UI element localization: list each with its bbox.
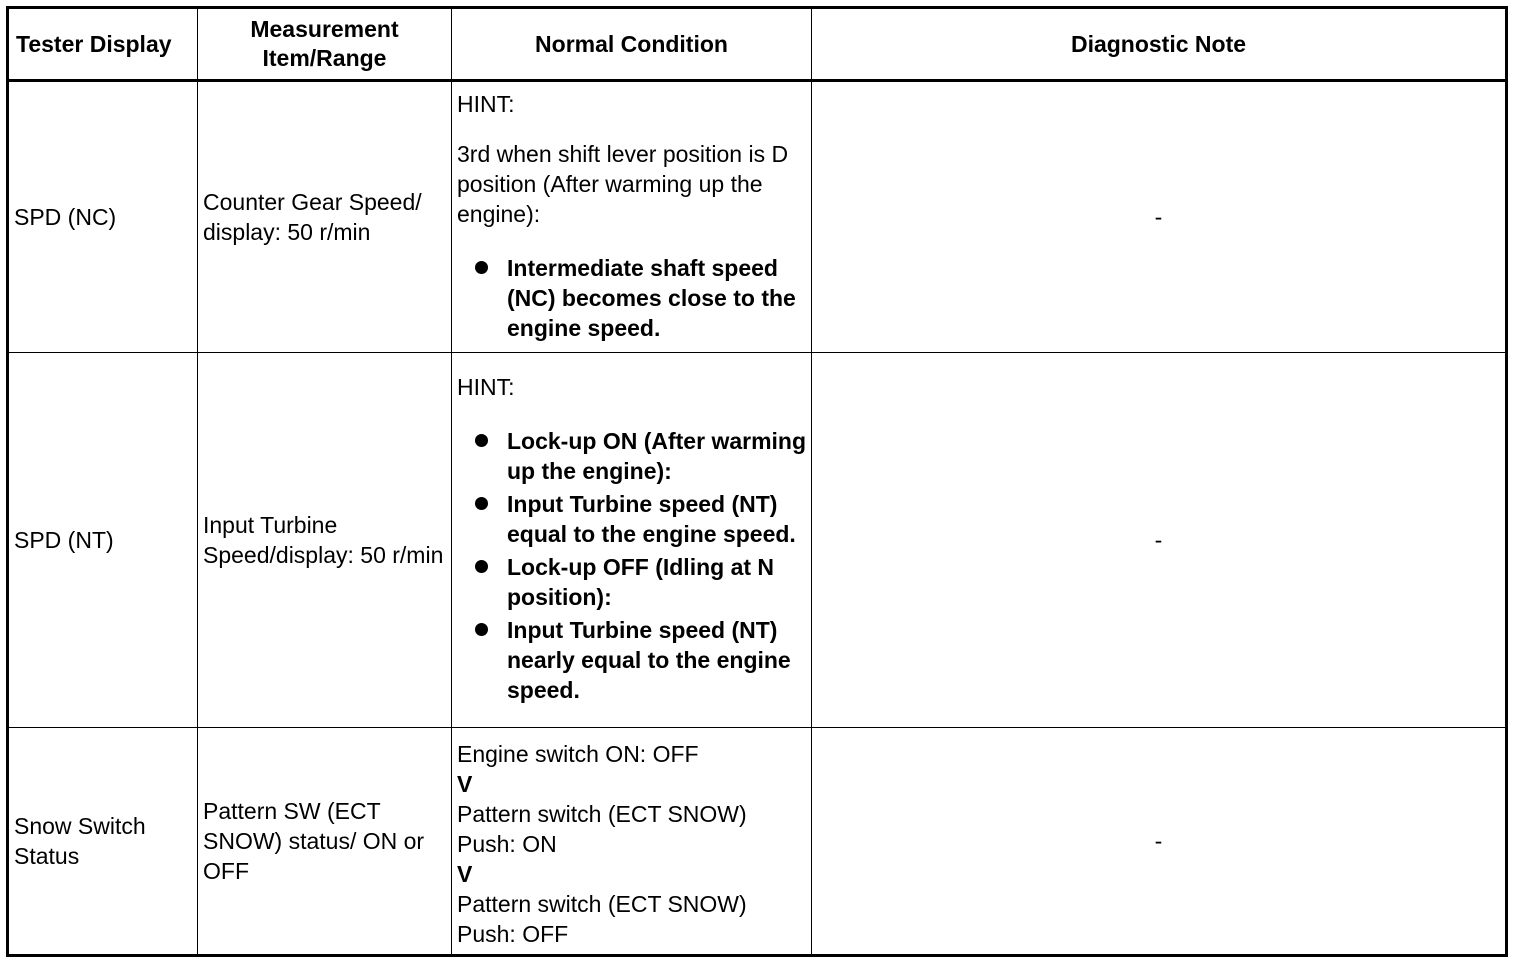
bullet-text: Lock-up OFF (Idling at N position):: [507, 554, 775, 610]
list-item: [457, 489, 806, 549]
header-tester-display: Tester Display: [8, 8, 198, 81]
down-arrow-marker: V: [457, 771, 473, 797]
bullet-text: Input Turbine speed (NT) nearly equal to the engine speed.: [507, 617, 791, 703]
tester-display-cell: SPD (NT): [8, 353, 198, 728]
header-normal-condition: Normal Condition: [452, 8, 812, 81]
bullet-text: Intermediate shaft speed (NC) becomes close to the engine speed.: [507, 254, 796, 341]
table-row: [8, 81, 1507, 353]
normal-condition-cell: [452, 81, 812, 353]
down-arrow-marker: V: [457, 861, 473, 887]
table-row: [8, 353, 1507, 728]
bullet-text: Input Turbine speed (NT) equal to the engine speed.: [507, 491, 796, 547]
header-row: [8, 8, 1507, 81]
header-measurement-item-range: [198, 8, 452, 81]
list-item: [457, 615, 806, 705]
list-item: [457, 552, 806, 612]
tester-display-cell: SPD (NC): [8, 81, 198, 353]
diagnostic-note-cell: -: [812, 728, 1507, 956]
hint-label: HINT:: [457, 90, 515, 117]
table-row: [8, 728, 1507, 956]
header-measurement-line2: Item/Range: [262, 45, 387, 71]
bullet-dot-icon: [475, 560, 488, 573]
normal-condition-cell: [452, 353, 812, 728]
bullet-text: Lock-up ON (After warming up the engine):: [507, 428, 807, 484]
diagnostic-note-cell: -: [812, 353, 1507, 728]
measurement-cell: Pattern SW (ECT SNOW) status/ ON or OFF: [198, 728, 452, 956]
condition-line: Pattern switch (ECT SNOW) Push: OFF: [457, 891, 747, 947]
condition-paragraph: 3rd when shift lever position is D position (After warming up the engine):: [457, 140, 789, 227]
condition-line: Pattern switch (ECT SNOW) Push: ON: [457, 801, 747, 857]
measurement-cell: Counter Gear Speed/ display: 50 r/min: [198, 81, 452, 353]
normal-condition-cell: [452, 728, 812, 956]
condition-bullet-list: [457, 426, 806, 705]
measurement-cell: Input Turbine Speed/display: 50 r/min: [198, 353, 452, 728]
bullet-dot-icon: [475, 434, 488, 447]
header-diagnostic-note: Diagnostic Note: [812, 8, 1507, 81]
header-measurement-line1: Measurement: [250, 16, 399, 42]
data-list-table: [6, 6, 1508, 957]
hint-label: HINT:: [457, 374, 515, 400]
list-item: [457, 253, 806, 343]
bullet-dot-icon: [475, 623, 488, 636]
bullet-dot-icon: [475, 261, 488, 274]
bullet-dot-icon: [475, 497, 488, 510]
diagnostic-note-cell: -: [812, 81, 1507, 353]
list-item: [457, 426, 806, 486]
tester-display-cell: Snow Switch Status: [8, 728, 198, 956]
condition-bullet-list: [457, 253, 806, 343]
condition-line: Engine switch ON: OFF: [457, 741, 699, 767]
